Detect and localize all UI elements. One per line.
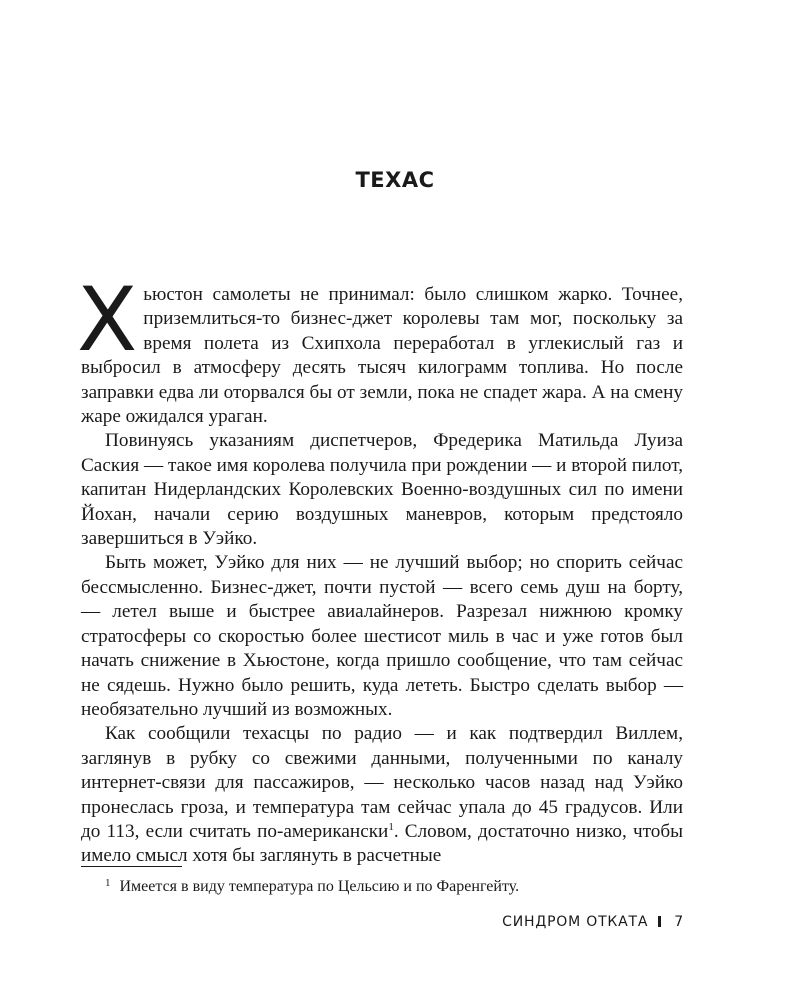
paragraph-text: ьюстон самолеты не принимал: было слишком жарко. Точнее, приземлиться-то бизнес-джет королевы там мог, поскольку за время полета из Схипхола переработал в углекислый газ и выбросил в атмосферу десять тысяч килограмм топлива. Но после заправки едва ли оторвался бы от земли, пока не спадет жара. А на смену жаре ожидался ураган.	[81, 284, 683, 428]
footnote-marker: 1	[105, 877, 111, 889]
footnote-divider	[81, 866, 182, 867]
body-text	[77, 268, 683, 869]
footnote	[105, 873, 685, 897]
paragraph	[81, 722, 683, 868]
paragraph: Быть может, Уэйко для них — не лучший выбор; но спорить сейчас бессмысленно. Бизнес-джет, почти пустой — всего семь душ на борту, — летел выше и быстрее авиалайнеров. Разрезал нижнюю кромку стратосферы со скоростью более шестисот миль в час и уже готов был начать снижение в Хьюстоне, когда пришло сообщение, что там сейчас не сядешь. Нужно было решить, куда лететь. Быстро сделать выбор — необязательно лучший из возможных.	[81, 552, 683, 720]
paragraph-text: Как сообщили техасцы по радио — и как подтвердил Виллем, заглянув в рубку со свежими данными, полученными по каналу интернет-связи для пассажиров, — несколько часов назад над Уэйко пронеслась гроза, и температура там сейчас упала до 45 градусов. Или до 113, если считать по-американски	[81, 723, 683, 842]
footnote-text: Имеется в виду температура по Цельсию и по Фаренгейту.	[119, 878, 520, 895]
drop-cap: Х	[77, 268, 138, 371]
page-number: 7	[674, 914, 684, 930]
paragraph: Повинуясь указаниям диспетчеров, Фредерика Матильда Луиза Саския — такое имя королева получила при рождении — и второй пилот, капитан Нидерландских Королевских Военно-воздушных сил по имени Йохан, начали серию воздушных маневров, которым предстояло завершиться в Уэйко.	[81, 430, 683, 550]
book-title: СИНДРОМ ОТКАТА	[502, 914, 649, 930]
paragraph-text: . Словом, достаточно низко, чтобы имело смысл хотя бы заглянуть в расчетные	[81, 820, 683, 867]
running-footer	[400, 914, 684, 930]
paragraph	[77, 268, 683, 429]
footer-separator	[658, 916, 661, 927]
footnote-reference: 1	[388, 820, 394, 833]
chapter-title: ТЕХАС	[355, 168, 435, 192]
